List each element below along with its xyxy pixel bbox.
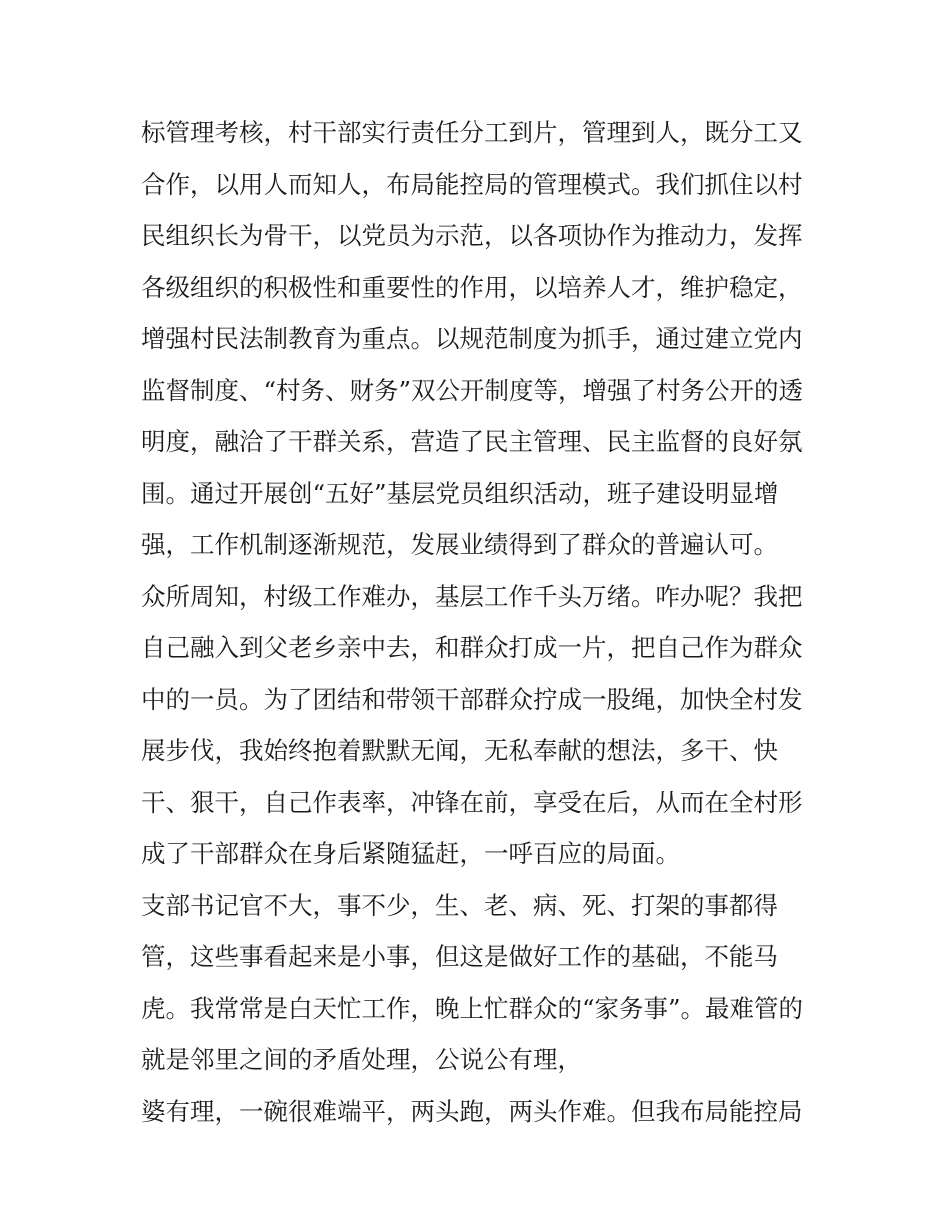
text-line-9: 强，工作机制逐渐规范，发展业绩得到了群众的普遍认可。	[141, 530, 778, 559]
text-line-4: 各级组织的积极性和重要性的作用，以培养人才，维护稳定，	[141, 272, 803, 302]
text-line-6: 监督制度、“村务、财务”双公开制度等，增强了村务公开的透	[141, 375, 804, 405]
text-line-10: 众所周知，村级工作难办，基层工作千头万绪。咋办呢？我把	[141, 581, 803, 611]
text-line-19: 就是邻里之间的矛盾处理，公说公有理，	[141, 1045, 582, 1074]
text-line-17: 管，这些事看起来是小事，但这是做好工作的基础，不能马	[141, 942, 778, 971]
text-line-14: 干、狠干，自己作表率，冲锋在前，享受在后，从而在全村形	[141, 787, 803, 817]
text-line-20: 婆有理，一碗很难端平，两头跑，两头作难。但我布局能控局	[141, 1096, 803, 1126]
text-line-7: 明度，融洽了干群关系，营造了民主管理、民主监督的良好氛	[141, 427, 803, 456]
text-line-12: 中的一员。为了团结和带领干部群众拧成一股绳，加快全村发	[141, 684, 803, 714]
body-text	[141, 107, 821, 1137]
text-line-16: 支部书记官不大，事不少，生、老、病、死、打架的事都得	[141, 890, 778, 920]
text-line-15: 成了干部群众在身后紧随猛赶，一呼百应的局面。	[141, 839, 680, 868]
text-line-13: 展步伐，我始终抱着默默无闻，无私奉献的想法，多干、快	[141, 736, 778, 765]
text-line-18: 虎。我常常是白天忙工作，晚上忙群众的“家务事”。最难管的	[141, 993, 804, 1023]
text-line-3: 民组织长为骨干，以党员为示范，以各项协作为推动力，发挥	[141, 221, 803, 250]
text-line-11: 自己融入到父老乡亲中去，和群众打成一片，把自己作为群众	[141, 633, 803, 662]
text-line-5: 增强村民法制教育为重点。以规范制度为抓手，通过建立党内	[141, 324, 803, 353]
text-line-8: 围。通过开展创“五好”基层党员组织活动，班子建设明显增	[141, 478, 779, 508]
text-line-1: 标管理考核，村干部实行责任分工到片，管理到人，既分工又	[141, 118, 803, 147]
text-line-2: 合作，以用人而知人，布局能控局的管理模式。我们抓住以村	[141, 169, 803, 199]
